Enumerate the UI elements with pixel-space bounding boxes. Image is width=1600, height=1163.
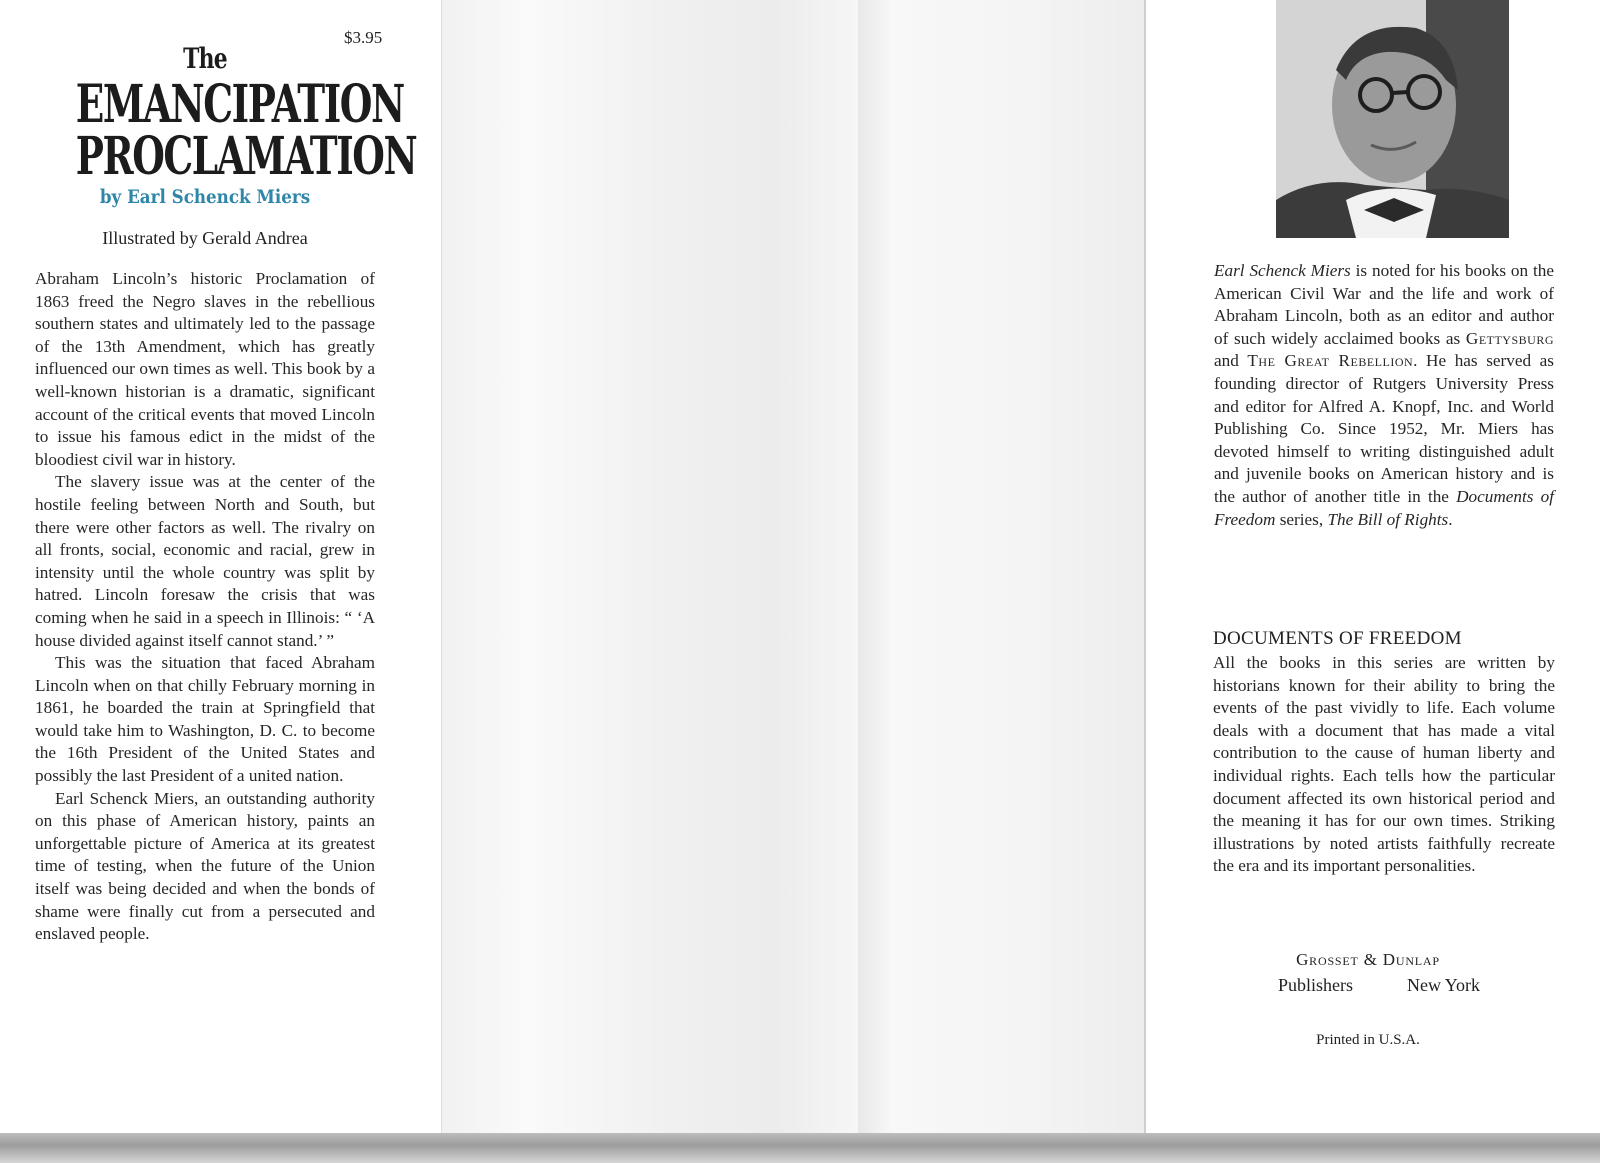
scanner-edge (0, 1133, 1600, 1163)
bio-text-4: series, (1275, 509, 1328, 529)
front-paragraph-4: Earl Schenck Miers, an outstanding authority on this phase of American history, paints an unforgettable picture of America at its greatest time of testing, when the future of the Union itself was being decided and when the bonds of shame were finally cut from a persecuted and enslaved people. (35, 788, 375, 944)
front-paragraph-1: Abraham Lincoln’s historic Proclamation of 1863 freed the Negro slaves in the rebellious southern states and ultimately led to the passage of the 13th Amendment, which has greatly influenced our own times as well. This book by a well-known historian is a dramatic, significant account of the critical events that moved Lincoln to issue his famous edict in the midst of the bloodiest civil war in history. (35, 269, 375, 469)
title-line-2: PROCLAMATION (75, 126, 417, 187)
price: $3.95 (344, 28, 383, 47)
title-article: The (183, 42, 227, 75)
bio-book-great-rebellion: The Great Rebellion (1247, 351, 1414, 371)
bio-text-2: and (1214, 351, 1248, 371)
title-line-1: EMANCIPATION (75, 74, 404, 135)
author-portrait-icon (1276, 0, 1509, 238)
front-paragraph-3: This was the situation that faced Abraham Lincoln when on that chilly February morning in 1861, he boarded the train at Springfield that would take him to Washington, D. C. to become the 16th President of the United States and possibly the last President of a united nation. (35, 653, 375, 786)
front-flap-text (35, 268, 375, 946)
publisher-name: Grosset & Dunlap (1296, 950, 1440, 969)
author-bio (1214, 260, 1554, 531)
inner-panel-left (442, 0, 858, 1133)
printed-in: Printed in U.S.A. (1316, 1032, 1420, 1048)
publisher-label: Publishers (1278, 975, 1354, 995)
bio-text-5: . (1448, 509, 1453, 529)
bio-series-name: Documents of Freedom (1214, 486, 1555, 529)
series-heading: DOCUMENTS OF FREEDOM (1213, 628, 1462, 649)
bio-author-name: Earl Schenck Miers (1214, 261, 1351, 280)
bio-book-gettysburg: Gettysburg (1465, 328, 1554, 348)
author-photo (1276, 0, 1509, 238)
publisher-row (1278, 975, 1480, 996)
author-byline: by Earl Schenck Miers (99, 186, 311, 208)
series-description: All the books in this series are written by historians known for their ability to bring the events of the past vividly to life. Each volume deals with a document that has made a vital contribution to the cause of human liberty and individual rights. Each tells how the particular document affected its own historical period and the meaning it has for our own times. Striking illustrations by noted artists faithfully recreate the era and its important personalities. (1213, 653, 1555, 876)
front-paragraph-2: The slavery issue was at the center of the hostile feeling between North and South, but there were other factors as well. The rivalry on all fronts, social, economic and racial, grew in intensity until the whole country was split by hatred. Lincoln foresaw the crisis that was coming when he said in a speech in Illinois: “ ‘A house divided against itself cannot stand.’ ” (35, 472, 375, 650)
illustrator-credit: Illustrated by Gerald Andrea (102, 228, 308, 248)
publisher-city: New York (1406, 975, 1480, 995)
front-flap (0, 0, 442, 1133)
inner-panel-right (858, 0, 1144, 1133)
bio-text-1: is noted for his books on the American Civil War and the life and work of Abraham Lincoln, both as an editor and author of such widely acclaimed books as (1214, 261, 1555, 348)
bio-text-3: . He has served as founding director of Rutgers University Press and editor for Alfred A. Knopf, Inc. and World Publishing Co. Since 1952, Mr. Miers has devoted himself to writing distinguished adult and juvenile books on American history and is the author of another title in the (1214, 351, 1554, 506)
bio-book-bill-of-rights: The Bill of Rights (1327, 509, 1449, 529)
